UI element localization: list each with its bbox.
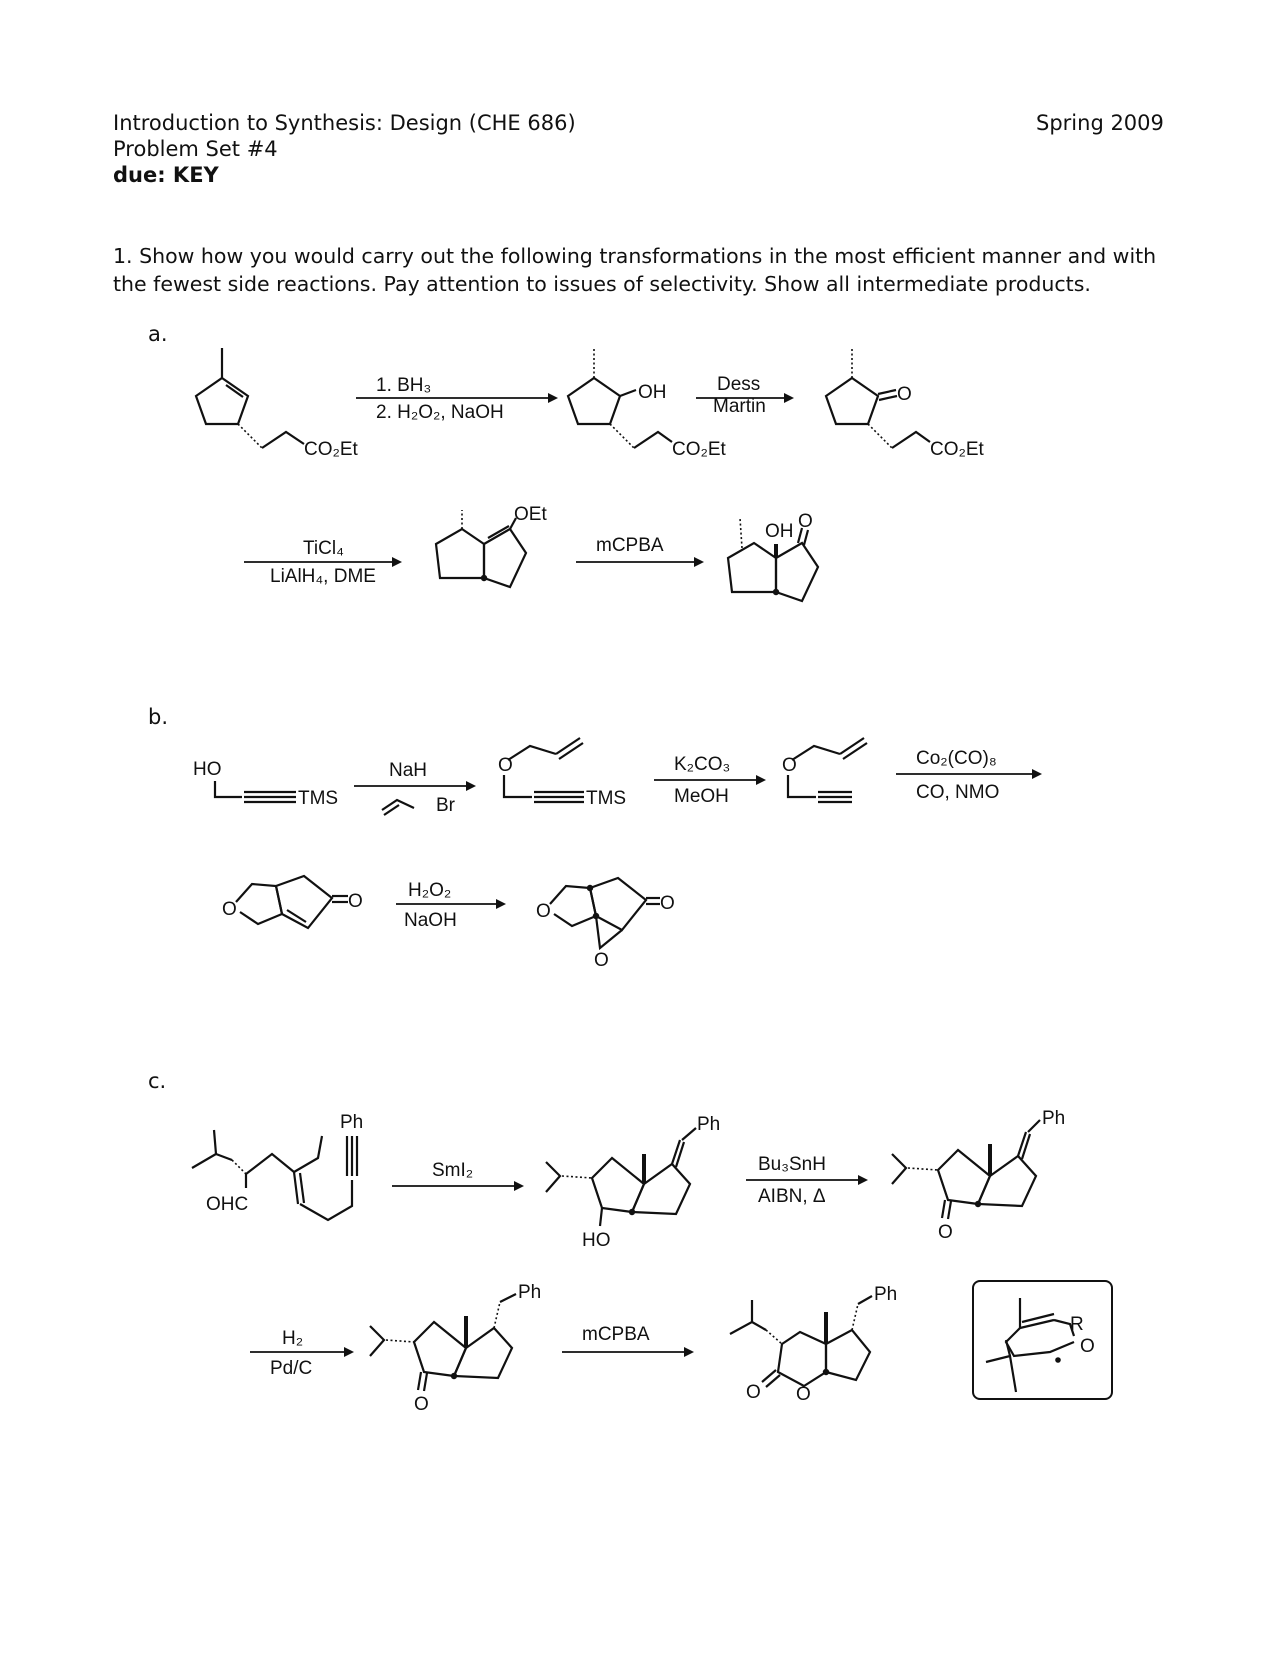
b1-ho-label: HO xyxy=(193,759,222,780)
c4-o-label: O xyxy=(414,1394,429,1415)
part-c-scheme xyxy=(192,1108,1112,1415)
c-step1-label: SmI₂ xyxy=(432,1160,474,1181)
a-step3-line1: TiCl₄ xyxy=(303,538,344,559)
b2-tms-label: TMS xyxy=(586,788,627,809)
c5-carbonyl-o-label: O xyxy=(746,1382,761,1403)
c-step2-line2: AIBN, Δ xyxy=(758,1186,826,1207)
a-step1-line1: 1. BH₃ xyxy=(376,375,432,396)
a-step2-line1: Dess xyxy=(717,374,761,395)
box-r-label: R xyxy=(1070,1314,1084,1335)
b5-ketone-o-label: O xyxy=(660,893,675,914)
c-step3-line1: H₂ xyxy=(282,1328,304,1349)
b-terminal-alkyne xyxy=(782,738,867,802)
course-title: Introduction to Synthesis: Design (CHE 686) xyxy=(113,111,576,135)
b3-o-label: O xyxy=(782,755,797,776)
c-starting-material xyxy=(192,1112,363,1220)
b-enone xyxy=(222,876,363,928)
part-a-scheme xyxy=(196,348,985,601)
c-step2-line1: Bu₃SnH xyxy=(758,1154,826,1175)
part-a-label: a. xyxy=(148,322,168,346)
b-step1-top: NaH xyxy=(389,760,428,781)
c-ketone xyxy=(892,1108,1065,1243)
a5-oh-label: OH xyxy=(765,521,794,542)
a3-ketone-o-label: O xyxy=(897,384,912,405)
a-alcohol xyxy=(568,348,727,460)
a-step1-line2: 2. H₂O₂, NaOH xyxy=(376,402,504,423)
problem-set-number: Problem Set #4 xyxy=(113,137,278,161)
b4-o-label: O xyxy=(222,899,237,920)
part-b-scheme xyxy=(193,738,1042,971)
part-c-label: c. xyxy=(148,1069,167,1093)
b-starting-material xyxy=(193,759,338,809)
b2-o-label: O xyxy=(498,755,513,776)
a2-oh-label: OH xyxy=(638,382,667,403)
a-enol-ether xyxy=(436,504,547,587)
a-starting-material xyxy=(196,348,359,460)
a-step3-line2: LiAlH₄, DME xyxy=(270,566,376,587)
c5-ph-label: Ph xyxy=(874,1284,898,1305)
b-step1-bottom: Br xyxy=(436,795,455,816)
c-saturated-ketone xyxy=(370,1282,541,1415)
c-step3-line2: Pd/C xyxy=(270,1358,313,1379)
a-step4-label: mCPBA xyxy=(596,535,664,556)
a2-co2et-label: CO₂Et xyxy=(672,439,726,460)
box-o-label: O xyxy=(1080,1336,1095,1357)
c-radical-intermediate-box xyxy=(973,1281,1112,1399)
due-label: due: KEY xyxy=(113,163,219,187)
c2-ph-label: Ph xyxy=(697,1114,721,1135)
b-step4-line1: H₂O₂ xyxy=(408,880,452,901)
question-text: 1. Show how you would carry out the following transformations in the most efficient manner and with the fewest side reactions. Pay attention to issues of selectivity. Show all intermediate products. xyxy=(113,244,1157,296)
c-lactone xyxy=(730,1284,897,1405)
b5-epoxide-o-label: O xyxy=(594,950,609,971)
a1-co2et-label: CO₂Et xyxy=(304,439,358,460)
b-step3-line2: CO, NMO xyxy=(916,782,1000,803)
c2-ho-label: HO xyxy=(582,1230,611,1251)
b5-o-label: O xyxy=(536,901,551,922)
c1-ohc-label: OHC xyxy=(206,1194,249,1215)
a-step2-line2: Martin xyxy=(713,396,766,417)
c5-ring-o-label: O xyxy=(796,1384,811,1405)
a3-co2et-label: CO₂Et xyxy=(930,439,984,460)
c1-ph-label: Ph xyxy=(340,1112,364,1133)
a-hydroxy-ketone xyxy=(728,511,818,601)
b4-ketone-o-label: O xyxy=(348,891,363,912)
a5-o-label: O xyxy=(798,511,813,532)
c3-o-label: O xyxy=(938,1222,953,1243)
b1-tms-label: TMS xyxy=(298,788,339,809)
c4-ph-label: Ph xyxy=(518,1282,542,1303)
b-step4-line2: NaOH xyxy=(404,910,457,931)
b-step2-line2: MeOH xyxy=(674,786,729,807)
term-label: Spring 2009 xyxy=(1036,111,1164,135)
part-b-label: b. xyxy=(148,705,169,729)
b-ether-tms xyxy=(498,738,626,809)
c-step4-label: mCPBA xyxy=(582,1324,650,1345)
b-epoxy-ketone xyxy=(536,878,675,971)
a-ketone xyxy=(826,348,985,460)
c3-ph-label: Ph xyxy=(1042,1108,1066,1129)
c-cyclized-alcohol xyxy=(546,1114,720,1251)
b-step3-line1: Co₂(CO)₈ xyxy=(916,748,997,769)
b-step2-line1: K₂CO₃ xyxy=(674,754,731,775)
a4-oet-label: OEt xyxy=(514,504,547,525)
